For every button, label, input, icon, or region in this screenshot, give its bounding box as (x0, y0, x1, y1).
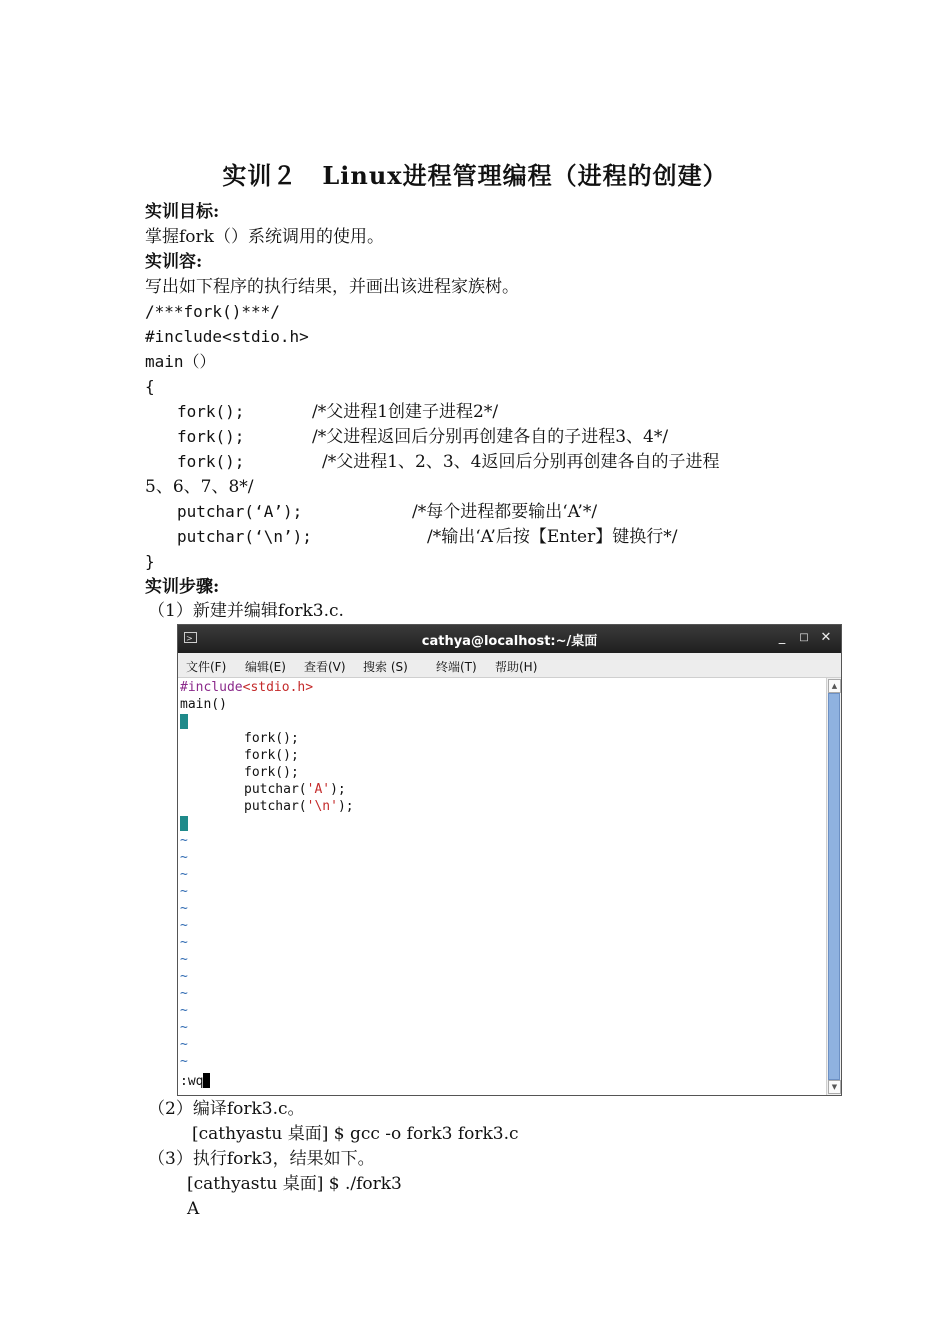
code-line-comment: /***fork()***/ (145, 302, 280, 321)
maximize-icon[interactable]: □ (799, 632, 809, 643)
step-3: （3）执行fork3，结果如下。 (148, 1149, 375, 1169)
menu-file[interactable]: 文件(F) (186, 660, 227, 674)
steps-heading: 实训步骤: (145, 577, 220, 597)
vertical-scrollbar[interactable] (826, 678, 841, 1095)
vim-editor[interactable] (178, 678, 827, 1095)
call-end: ); (330, 782, 346, 797)
editor-line-include (180, 679, 313, 696)
tilde-line: ~ (180, 986, 188, 1001)
menu-help[interactable]: 帮助(H) (495, 660, 538, 674)
editor-line-main: main() (180, 697, 227, 712)
minimize-icon[interactable]: _ (778, 630, 786, 645)
code-comment-fork-1: /*父进程1创建子进程2*/ (312, 402, 499, 422)
code-comment-fork-2: /*父进程返回后分别再创建各自的子进程3、4*/ (312, 427, 669, 447)
code-line-fork-3: fork(); (177, 452, 245, 471)
menu-view[interactable]: 查看(V) (304, 660, 346, 674)
char-literal-newline: '\n' (306, 799, 338, 814)
include-keyword: #include (180, 680, 243, 695)
goal-text: 掌握fork（）系统调用的使用。 (145, 227, 384, 247)
menu-terminal[interactable]: 终端(T) (436, 660, 477, 674)
text-cursor (203, 1073, 210, 1088)
tilde-line: ~ (180, 1054, 188, 1069)
terminal-window (177, 624, 842, 1096)
editor-line-putchar-newline (244, 798, 354, 815)
menu-search[interactable]: 搜索 (S) (363, 660, 408, 674)
putchar-call: putchar( (244, 799, 307, 814)
scroll-up-icon[interactable]: ▲ (828, 679, 841, 693)
tilde-line: ~ (180, 969, 188, 984)
goal-heading: 实训目标: (145, 202, 220, 222)
call-end: ); (337, 799, 354, 814)
editor-line-open-brace (180, 713, 188, 730)
tilde-line: ~ (180, 867, 188, 882)
editor-line-close-brace (180, 815, 188, 832)
editor-line-fork-1: fork(); (244, 731, 299, 746)
editor-line-putchar-a (244, 781, 346, 798)
putchar-call: putchar( (244, 782, 307, 797)
step-2-command: [cathyastu 桌面] $ gcc -o fork3 fork3.c (192, 1124, 519, 1144)
scrollbar-thumb[interactable] (828, 693, 840, 1080)
menu-edit[interactable]: 编辑(E) (245, 660, 286, 674)
content-heading: 实训容: (145, 252, 203, 272)
code-line-fork-2: fork(); (177, 427, 245, 446)
code-comment-fork-3-cont: 5、6、7、8*/ (145, 477, 254, 497)
vim-command: :wq (180, 1074, 204, 1089)
code-line-fork-1: fork(); (177, 402, 245, 421)
step-3-command: [cathyastu 桌面] $ ./fork3 (187, 1174, 402, 1194)
vim-command-line[interactable] (180, 1073, 210, 1090)
code-line-putchar-a: putchar(‘A’); (177, 502, 303, 521)
step-2: （2）编译fork3.c。 (148, 1099, 305, 1119)
tilde-line: ~ (180, 850, 188, 865)
tilde-line: ~ (180, 935, 188, 950)
scroll-down-icon[interactable]: ▼ (828, 1080, 841, 1094)
code-comment-putchar-newline: /*输出‘A’后按【Enter】键换行*/ (427, 527, 678, 547)
open-brace-highlight: { (180, 714, 188, 729)
content-text: 写出如下程序的执行结果，并画出该进程家族树。 (145, 277, 519, 297)
terminal-title: cathya@localhost:~/桌面 (421, 634, 598, 649)
code-line-putchar-newline: putchar(‘\n’); (177, 527, 312, 546)
step-1: （1）新建并编辑fork3.c. (148, 601, 344, 621)
code-line-main: main（） (145, 352, 216, 371)
char-literal-a: 'A' (306, 782, 331, 797)
include-header: <stdio.h> (242, 680, 314, 695)
editor-line-fork-2: fork(); (244, 748, 299, 763)
code-line-include: #include<stdio.h> (145, 327, 309, 346)
tilde-line: ~ (180, 901, 188, 916)
editor-line-fork-3: fork(); (244, 765, 299, 780)
close-brace-highlight: } (180, 816, 188, 831)
code-line-close-brace: } (145, 552, 155, 571)
tilde-line: ~ (180, 1020, 188, 1035)
tilde-line: ~ (180, 1003, 188, 1018)
tilde-line: ~ (180, 884, 188, 899)
terminal-menubar (178, 653, 841, 678)
tilde-line: ~ (180, 918, 188, 933)
terminal-titlebar (178, 625, 841, 653)
code-comment-fork-3: /*父进程1、2、3、4返回后分别再创建各自的子进程 (322, 452, 720, 472)
tilde-line: ~ (180, 952, 188, 967)
code-comment-putchar-a: /*每个进程都要输出‘A’*/ (412, 502, 598, 522)
step-3-output: A (187, 1199, 200, 1219)
close-icon[interactable]: ✕ (820, 630, 832, 645)
terminal-icon: >_ (186, 634, 197, 643)
code-line-open-brace: { (145, 377, 155, 396)
page-title: 实训２ Linux进程管理编程（进程的创建） (222, 161, 728, 190)
tilde-line: ~ (180, 833, 188, 848)
tilde-line: ~ (180, 1037, 188, 1052)
